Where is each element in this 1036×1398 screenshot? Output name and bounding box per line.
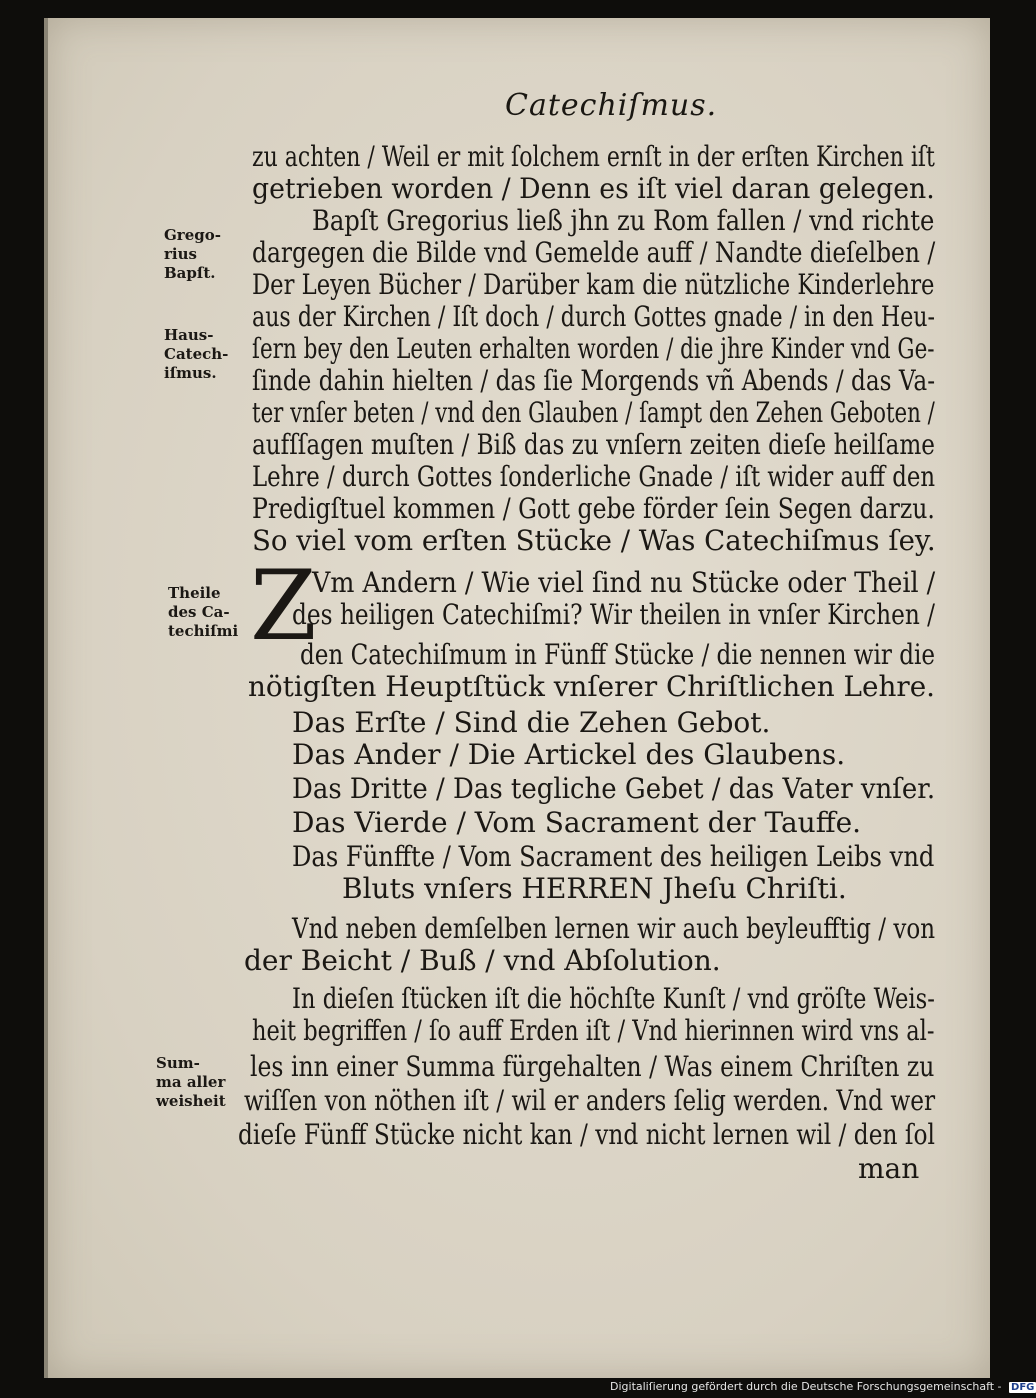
text-line: aus der Kirchen / Iſt doch / durch Gottes gnade / in den Heu- — [252, 300, 936, 333]
text-line: nötigſten Heuptſtück vnſerer Chriſtlichen Lehre. — [248, 670, 936, 703]
catchword: man — [858, 1152, 920, 1185]
text-line: Vnd neben demſelben lernen wir auch beyleufftig / von — [292, 912, 936, 945]
dfg-logo: DFG — [1011, 1382, 1035, 1393]
text-line: Der Leyen Bücher / Darüber kam die nützliche Kinderlehre — [252, 268, 935, 301]
text-line: Bapſt Gregorius ließ jhn zu Rom fallen / vnd richte — [312, 204, 935, 237]
margin-note-theile — [168, 584, 238, 641]
margin-note-line: Grego- — [164, 226, 221, 244]
footer-text: Digitaliſierung gefördert durch die Deutsche Forschungsgemeinschaft - — [610, 1380, 1002, 1393]
text-line: den Catechiſmum in Fünff Stücke / die nennen wir die — [300, 638, 936, 671]
margin-note-line: Sum- — [156, 1054, 200, 1072]
margin-note-line: rius — [164, 245, 197, 263]
list-item: Das Dritte / Das tegliche Gebet / das Vater vnſer. — [292, 772, 936, 805]
text-line: des heiligen Catechiſmi? Wir theilen in vnſer Kirchen / — [292, 598, 936, 631]
text-line: Vm Andern / Wie viel ſind nu Stücke oder Theil / — [312, 566, 936, 599]
margin-note-line: ma aller — [156, 1073, 226, 1091]
margin-note-haus-catechismus — [164, 326, 228, 383]
text-line: dieſe Fünff Stücke nicht kan / vnd nicht lernen wil / den ſol — [238, 1118, 935, 1151]
text-line: zu achten / Weil er mit ſolchem ernſt in der erſten Kirchen iſt — [252, 140, 935, 173]
list-item: Das Erſte / Sind die Zehen Gebot. — [292, 706, 771, 739]
margin-note-line: Catech- — [164, 345, 229, 363]
list-item: Das Fünffte / Vom Sacrament des heiligen Leibs vnd — [292, 840, 935, 873]
list-item: Das Vierde / Vom Sacrament der Tauffe. — [292, 806, 862, 839]
text-line: Lehre / durch Gottes ſonderliche Gnade / iſt wider auff den — [252, 460, 936, 493]
list-item: Das Ander / Die Artickel des Glaubens. — [292, 738, 846, 771]
running-title: Catechiſmus. — [505, 88, 718, 123]
margin-note-line: techiſmi — [168, 622, 239, 640]
margin-note-line: weisheit — [156, 1092, 226, 1110]
margin-note-line: Haus- — [164, 326, 214, 344]
list-item: Bluts vnſers HERREN Jheſu Chriſti. — [342, 872, 847, 905]
margin-note-line: Bapſt. — [164, 264, 216, 282]
text-line: ſinde dahin hielten / das ſie Morgends vñ Abends / das Va- — [252, 364, 936, 397]
margin-note-summa — [156, 1054, 226, 1111]
margin-note-line: iſmus. — [164, 364, 217, 382]
margin-note-gregorius — [164, 226, 221, 283]
funding-footer — [610, 1380, 1036, 1393]
margin-note-line: des Ca- — [168, 603, 230, 621]
text-line: les inn einer Summa fürgehalten / Was einem Chriſten zu — [250, 1050, 935, 1083]
text-line: wiſſen von nöthen iſt / wil er anders ſelig werden. Vnd wer — [244, 1084, 936, 1117]
text-line: aufſſagen muſten / Biß das zu vnſern zeiten dieſe heilſame — [252, 428, 935, 461]
decorated-initial: Z — [250, 550, 317, 662]
text-line: So viel vom erſten Stücke / Was Catechiſmus ſey. — [252, 524, 936, 557]
text-line: dargegen die Bilde vnd Gemelde auff / Nandte dieſelben / — [252, 236, 936, 269]
text-line: ter vnſer beten / vnd den Glauben / ſampt den Zehen Geboten / — [252, 396, 935, 429]
text-line: getrieben worden / Denn es iſt viel daran gelegen. — [252, 172, 935, 205]
margin-note-line: Theile — [168, 584, 221, 602]
text-line: heit begriffen / ſo auff Erden iſt / Vnd hierinnen wird vns al- — [252, 1014, 935, 1047]
text-line: Predigſtuel kommen / Gott gebe förder ſein Segen darzu. — [252, 492, 935, 525]
text-line: In dieſen ſtücken iſt die höchſte Kunſt / vnd gröſte Weis- — [292, 982, 935, 1015]
text-line: der Beicht / Buß / vnd Abſolution. — [244, 944, 721, 977]
text-line: ſern bey den Leuten erhalten worden / die jhre Kinder vnd Ge- — [252, 332, 935, 365]
